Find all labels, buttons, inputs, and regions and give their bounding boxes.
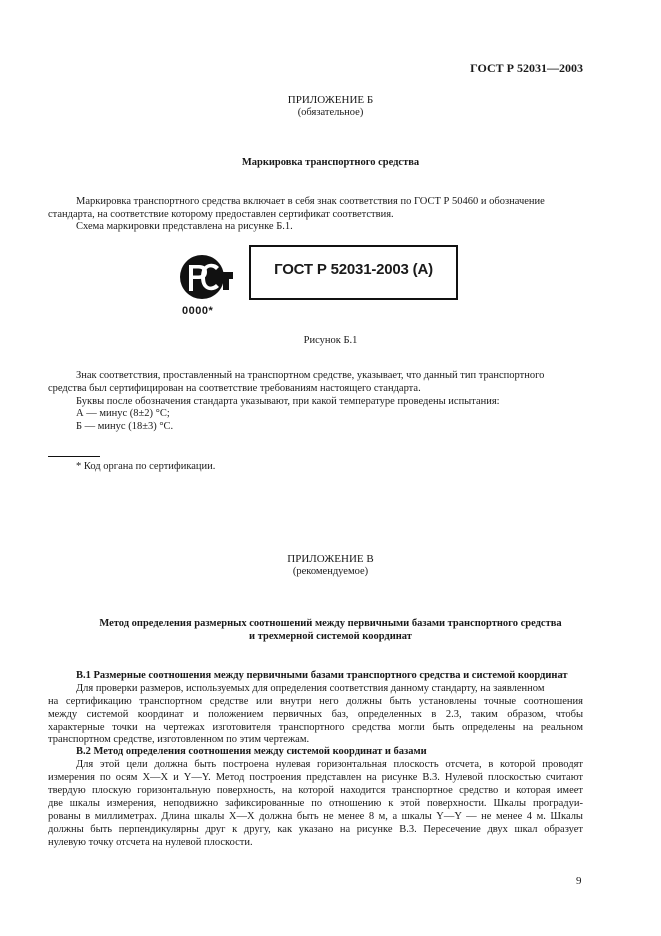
- appendix-b-status: (обязательное): [297, 107, 364, 118]
- certification-body-code: 0000*: [182, 305, 214, 317]
- section-v2-line: твердую плоскую горизонтальную поверхность, на которой находится транспортное средство и которая имеет: [48, 785, 583, 796]
- section-v2-line: две шкалы измерения, неподвижно зафиксированные по отношению к этой поверхности. Шкалы проградуи-: [48, 798, 583, 809]
- appendix-v-heading-line2: и трехмерной системой координат: [249, 631, 412, 642]
- figure-b1-caption: Рисунок Б.1: [303, 335, 358, 346]
- appendix-b-p3-line2: средства был сертифицирован на соответствие требованиям настоящего стандарта.: [48, 383, 421, 394]
- section-v2-line: должны быть перпендикулярны друг к другу, как указано на рисунке В.3. Пересечение двух шкал образует: [48, 824, 583, 835]
- appendix-v-status: (рекомендуемое): [292, 566, 369, 577]
- section-v1-line: между системой координат и положением первичных баз, определенных в 2.3, таким образом, чтобы: [48, 709, 583, 720]
- section-v2-line: Для этой цели должна быть построена нулевая горизонтальная плоскость отсчета, в которой проводят: [76, 759, 583, 770]
- standard-designation-text: ГОСТ Р 52031-2003 (А): [274, 261, 433, 278]
- appendix-v-title: ПРИЛОЖЕНИЕ В: [287, 553, 374, 565]
- section-v1-heading: В.1 Размерные соотношения между первичными базами транспортного средства и системой координат: [76, 670, 568, 681]
- appendix-b-p1-line1: Маркировка транспортного средства включает в себя знак соответствия по ГОСТ Р 50460 и обозначение: [76, 196, 545, 207]
- section-v1-line: на сертификацию транспортном средстве или внутри него должны быть установлены точные соотношения: [48, 696, 583, 707]
- section-v1-line: Для проверки размеров, используемых для определения соответствия данному стандарту, на заявленном: [76, 683, 545, 694]
- appendix-b-heading: Маркировка транспортного средства: [241, 157, 420, 168]
- section-v2-line: рованы в миллиметрах. Длина шкалы X—X должна быть не менее 8 м, а шкалы Y—Y — не менее 4 м. Шкалы: [48, 811, 583, 822]
- page-number: 9: [576, 875, 582, 887]
- appendix-b-p2: Схема маркировки представлена на рисунке Б.1.: [76, 221, 293, 232]
- appendix-v-heading-line1: Метод определения размерных соотношений между первичными базами транспортного средства: [99, 618, 562, 629]
- section-v2-line: нулевую точку отсчета на нулевой плоскости.: [48, 837, 253, 848]
- temperature-item-a: А — минус (8±2) °С;: [76, 408, 170, 419]
- appendix-b-title: ПРИЛОЖЕНИЕ Б: [287, 94, 374, 106]
- footnote: * Код органа по сертификации.: [76, 461, 216, 472]
- standard-header: ГОСТ Р 52031—2003: [470, 61, 583, 75]
- appendix-b-p4: Буквы после обозначения стандарта указывают, при какой температуре проведены испытания:: [76, 396, 500, 407]
- appendix-b-p1-line2: стандарта, на соответствие которому предоставлен сертификат соответствия.: [48, 209, 394, 220]
- appendix-b-p3-line1: Знак соответствия, проставленный на транспортном средстве, указывает, что данный тип транспортного: [76, 370, 545, 381]
- temperature-item-b: Б — минус (18±3) °С.: [76, 421, 174, 432]
- footnote-divider: [48, 456, 100, 457]
- section-v2-heading: В.2 Метод определения соотношения между системой координат и базами: [76, 746, 427, 757]
- section-v2-line: измерения по осям X—X и Y—Y. Метод построения представлен на рисунке В.3. Нулевой плоскостью считают: [48, 772, 583, 783]
- section-v1-line: характерные точки на чертежах изготовителя транспортного средства могли быть определены на реальном: [48, 722, 583, 733]
- section-v1-line: транспортном средстве, изготовленном по этим чертежам.: [48, 734, 310, 745]
